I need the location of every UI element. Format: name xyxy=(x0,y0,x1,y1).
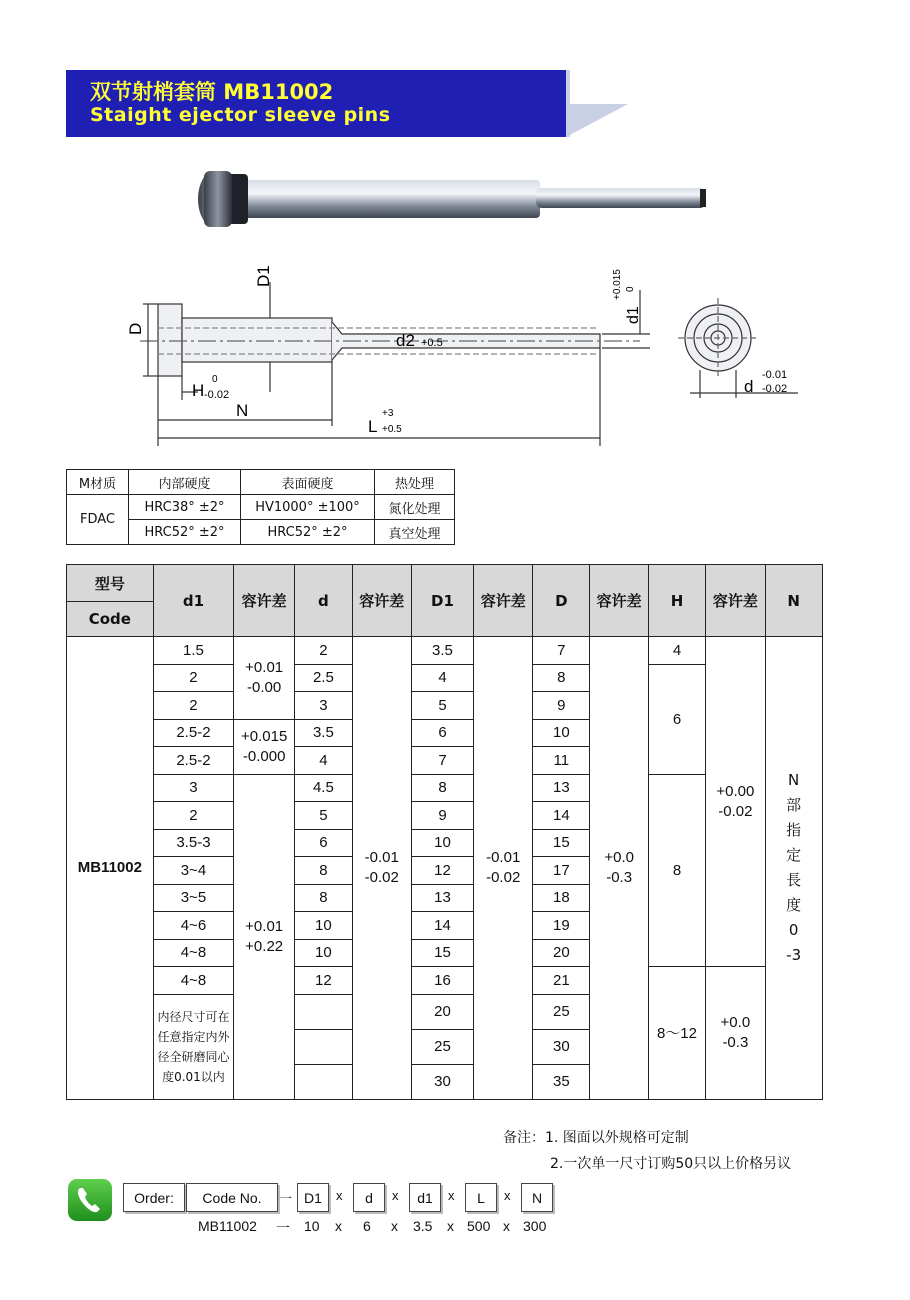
order-times: x xyxy=(504,1188,511,1203)
cell-d1: 2.5-2 xyxy=(153,747,234,775)
example-L: 500 xyxy=(467,1218,491,1234)
dim-N: N xyxy=(236,401,249,420)
field-d: d xyxy=(353,1183,385,1212)
cell-D1: 25 xyxy=(411,1029,473,1064)
header-N: N xyxy=(765,565,822,637)
mat-header: M材质 xyxy=(67,470,129,495)
example-times: x xyxy=(503,1218,510,1234)
cell-d: 4.5 xyxy=(295,774,353,802)
cell-d: 5 xyxy=(295,802,353,830)
tol-D: +0.0 -0.3 xyxy=(590,637,649,1100)
remark-2: 2.一次单一尺寸订购50只以上价格另议 xyxy=(550,1156,792,1172)
mat-cell: 氮化处理 xyxy=(375,495,455,520)
phone-icon xyxy=(68,1179,112,1221)
title-cn: 双节射梢套筒 MB11002 xyxy=(90,80,334,104)
cell-D1: 20 xyxy=(411,994,473,1029)
dim-d-tol-low: -0.02 xyxy=(762,383,788,395)
cell-d1: 3~5 xyxy=(153,884,234,912)
n-note: N 部 指 定 長 度 0 -3 xyxy=(765,637,822,1100)
cell-D: 25 xyxy=(533,994,590,1029)
header-D1: D1 xyxy=(411,565,473,637)
cell-H: 4 xyxy=(649,637,706,665)
header-D: D xyxy=(533,565,590,637)
cell-D: 10 xyxy=(533,719,590,747)
cell-d: 8 xyxy=(295,884,353,912)
header-H: H xyxy=(649,565,706,637)
header-d: d xyxy=(295,565,353,637)
cell-D1: 4 xyxy=(411,664,473,692)
cell-D1: 7 xyxy=(411,747,473,775)
header-tol: 容许差 xyxy=(234,565,295,637)
mat-header: 内部硬度 xyxy=(129,470,241,495)
order-times: x xyxy=(336,1188,343,1203)
cell-D1: 14 xyxy=(411,912,473,940)
dim-d2-tol: +0.5 xyxy=(421,337,443,349)
order-times: x xyxy=(392,1188,399,1203)
side-view xyxy=(140,282,650,446)
cell-d: 6 xyxy=(295,829,353,857)
cell-d: 10 xyxy=(295,912,353,940)
dim-H-tol-up: 0 xyxy=(212,374,218,385)
cell-D: 35 xyxy=(533,1064,590,1099)
remark-1: 备注：1. 图面以外规格可定制 xyxy=(503,1130,689,1146)
cell-d: 4 xyxy=(295,747,353,775)
cell-H: 6 xyxy=(649,664,706,774)
tol-d1: +0.015 -0.000 xyxy=(234,719,295,774)
cell-d-empty xyxy=(295,1029,353,1064)
cell-D: 17 xyxy=(533,857,590,885)
field-N: N xyxy=(521,1183,553,1212)
header-tol: 容许差 xyxy=(590,565,649,637)
cell-d1: 1.5 xyxy=(153,637,234,665)
cell-D: 30 xyxy=(533,1029,590,1064)
cell-D1: 16 xyxy=(411,967,473,995)
dim-D1: D1 xyxy=(254,265,273,287)
cell-D1: 8 xyxy=(411,774,473,802)
mat-cell: HRC38° ±2° xyxy=(129,495,241,520)
header-model-cn: 型号 xyxy=(67,565,154,602)
header-tol: 容许差 xyxy=(705,565,765,637)
dim-d1-tol-low: 0 xyxy=(625,286,636,292)
cell-d1: 2 xyxy=(153,664,234,692)
header-tol: 容许差 xyxy=(352,565,411,637)
example-code: MB11002 xyxy=(198,1218,257,1234)
pin-photo xyxy=(198,171,706,227)
tol-d1: +0.01 +0.22 xyxy=(234,774,295,1099)
cell-d1: 3 xyxy=(153,774,234,802)
order-label: Order: xyxy=(123,1183,185,1212)
cell-D1: 6 xyxy=(411,719,473,747)
mat-header: 表面硬度 xyxy=(241,470,375,495)
cell-D: 7 xyxy=(533,637,590,665)
mat-cell: 真空处理 xyxy=(375,520,455,545)
example-times: x xyxy=(447,1218,454,1234)
d1-note: 内径尺寸可在任意指定内外径全研磨同心度0.01以内 xyxy=(153,994,234,1099)
example-d: 6 xyxy=(363,1218,371,1234)
cell-d1: 3.5-3 xyxy=(153,829,234,857)
header-d1: d1 xyxy=(153,565,234,637)
example-times: x xyxy=(391,1218,398,1234)
dim-d2: d2 xyxy=(396,331,415,350)
header-tol: 容许差 xyxy=(474,565,533,637)
cell-d1: 2 xyxy=(153,692,234,720)
cell-D1: 13 xyxy=(411,884,473,912)
cell-D: 14 xyxy=(533,802,590,830)
cell-D: 13 xyxy=(533,774,590,802)
dim-L-tol-up: +3 xyxy=(382,408,394,419)
cell-H: 8～12 xyxy=(649,967,706,1100)
cell-d-empty xyxy=(295,994,353,1029)
mat-cell: HRC52° ±2° xyxy=(129,520,241,545)
field-d1: d1 xyxy=(409,1183,441,1212)
dim-L: L xyxy=(368,417,378,436)
cell-d1: 2 xyxy=(153,802,234,830)
cell-d: 12 xyxy=(295,967,353,995)
example-N: 300 xyxy=(523,1218,547,1234)
cell-D: 15 xyxy=(533,829,590,857)
cell-D1: 10 xyxy=(411,829,473,857)
header-model-en: Code xyxy=(67,602,154,637)
cell-d1: 3~4 xyxy=(153,857,234,885)
code-no-box: Code No. xyxy=(186,1183,278,1212)
cell-d1: 2.5-2 xyxy=(153,719,234,747)
example-D1: 10 xyxy=(304,1218,320,1234)
tol-d: -0.01 -0.02 xyxy=(352,637,411,1100)
dim-d: d xyxy=(744,377,754,396)
technical-drawing xyxy=(0,0,910,470)
spec-table xyxy=(66,564,846,1100)
order-dash: 一 xyxy=(279,1191,293,1206)
cell-D: 11 xyxy=(533,747,590,775)
cell-D1: 5 xyxy=(411,692,473,720)
cell-d: 2 xyxy=(295,637,353,665)
dim-H-tol-low: -0.02 xyxy=(204,389,230,401)
tol-H: +0.0 -0.3 xyxy=(705,967,765,1100)
mat-header: 热处理 xyxy=(375,470,455,495)
tol-D1: -0.01 -0.02 xyxy=(474,637,533,1100)
cell-d: 3 xyxy=(295,692,353,720)
cell-d: 10 xyxy=(295,939,353,967)
cell-d1: 4~8 xyxy=(153,939,234,967)
dim-H: H xyxy=(192,381,205,400)
example-dash: 一 xyxy=(276,1220,290,1236)
material-name: FDAC xyxy=(67,495,129,545)
field-L: L xyxy=(465,1183,497,1212)
cell-D: 9 xyxy=(533,692,590,720)
cell-D: 8 xyxy=(533,664,590,692)
dim-D: D xyxy=(126,322,145,335)
tol-H: +0.00 -0.02 xyxy=(705,637,765,967)
title-en: Staight ejector sleeve pins xyxy=(90,104,391,126)
cell-d1: 4~6 xyxy=(153,912,234,940)
cell-d: 8 xyxy=(295,857,353,885)
dim-L-tol-low: +0.5 xyxy=(382,424,402,435)
cell-D: 21 xyxy=(533,967,590,995)
cell-D1: 12 xyxy=(411,857,473,885)
model-code: MB11002 xyxy=(67,637,154,1100)
mat-cell: HRC52° ±2° xyxy=(241,520,375,545)
tol-d1: +0.01 -0.00 xyxy=(234,637,295,720)
dim-d1-tol-up: +0.015 xyxy=(612,269,623,300)
cell-d: 3.5 xyxy=(295,719,353,747)
cell-D: 20 xyxy=(533,939,590,967)
cell-D: 19 xyxy=(533,912,590,940)
order-times: x xyxy=(448,1188,455,1203)
cell-d1: 4~8 xyxy=(153,967,234,995)
example-d1: 3.5 xyxy=(413,1218,433,1234)
example-times: x xyxy=(335,1218,342,1234)
cell-D1: 9 xyxy=(411,802,473,830)
cell-d-empty xyxy=(295,1064,353,1099)
dim-d-tol-up: -0.01 xyxy=(762,369,788,381)
cell-H: 8 xyxy=(649,774,706,967)
cell-D1: 15 xyxy=(411,939,473,967)
field-D1: D1 xyxy=(297,1183,329,1212)
dim-d1: d1 xyxy=(625,306,642,324)
cell-D1: 3.5 xyxy=(411,637,473,665)
material-table xyxy=(66,469,455,545)
cell-D1: 30 xyxy=(411,1064,473,1099)
cell-D: 18 xyxy=(533,884,590,912)
cell-d: 2.5 xyxy=(295,664,353,692)
mat-cell: HV1000° ±100° xyxy=(241,495,375,520)
